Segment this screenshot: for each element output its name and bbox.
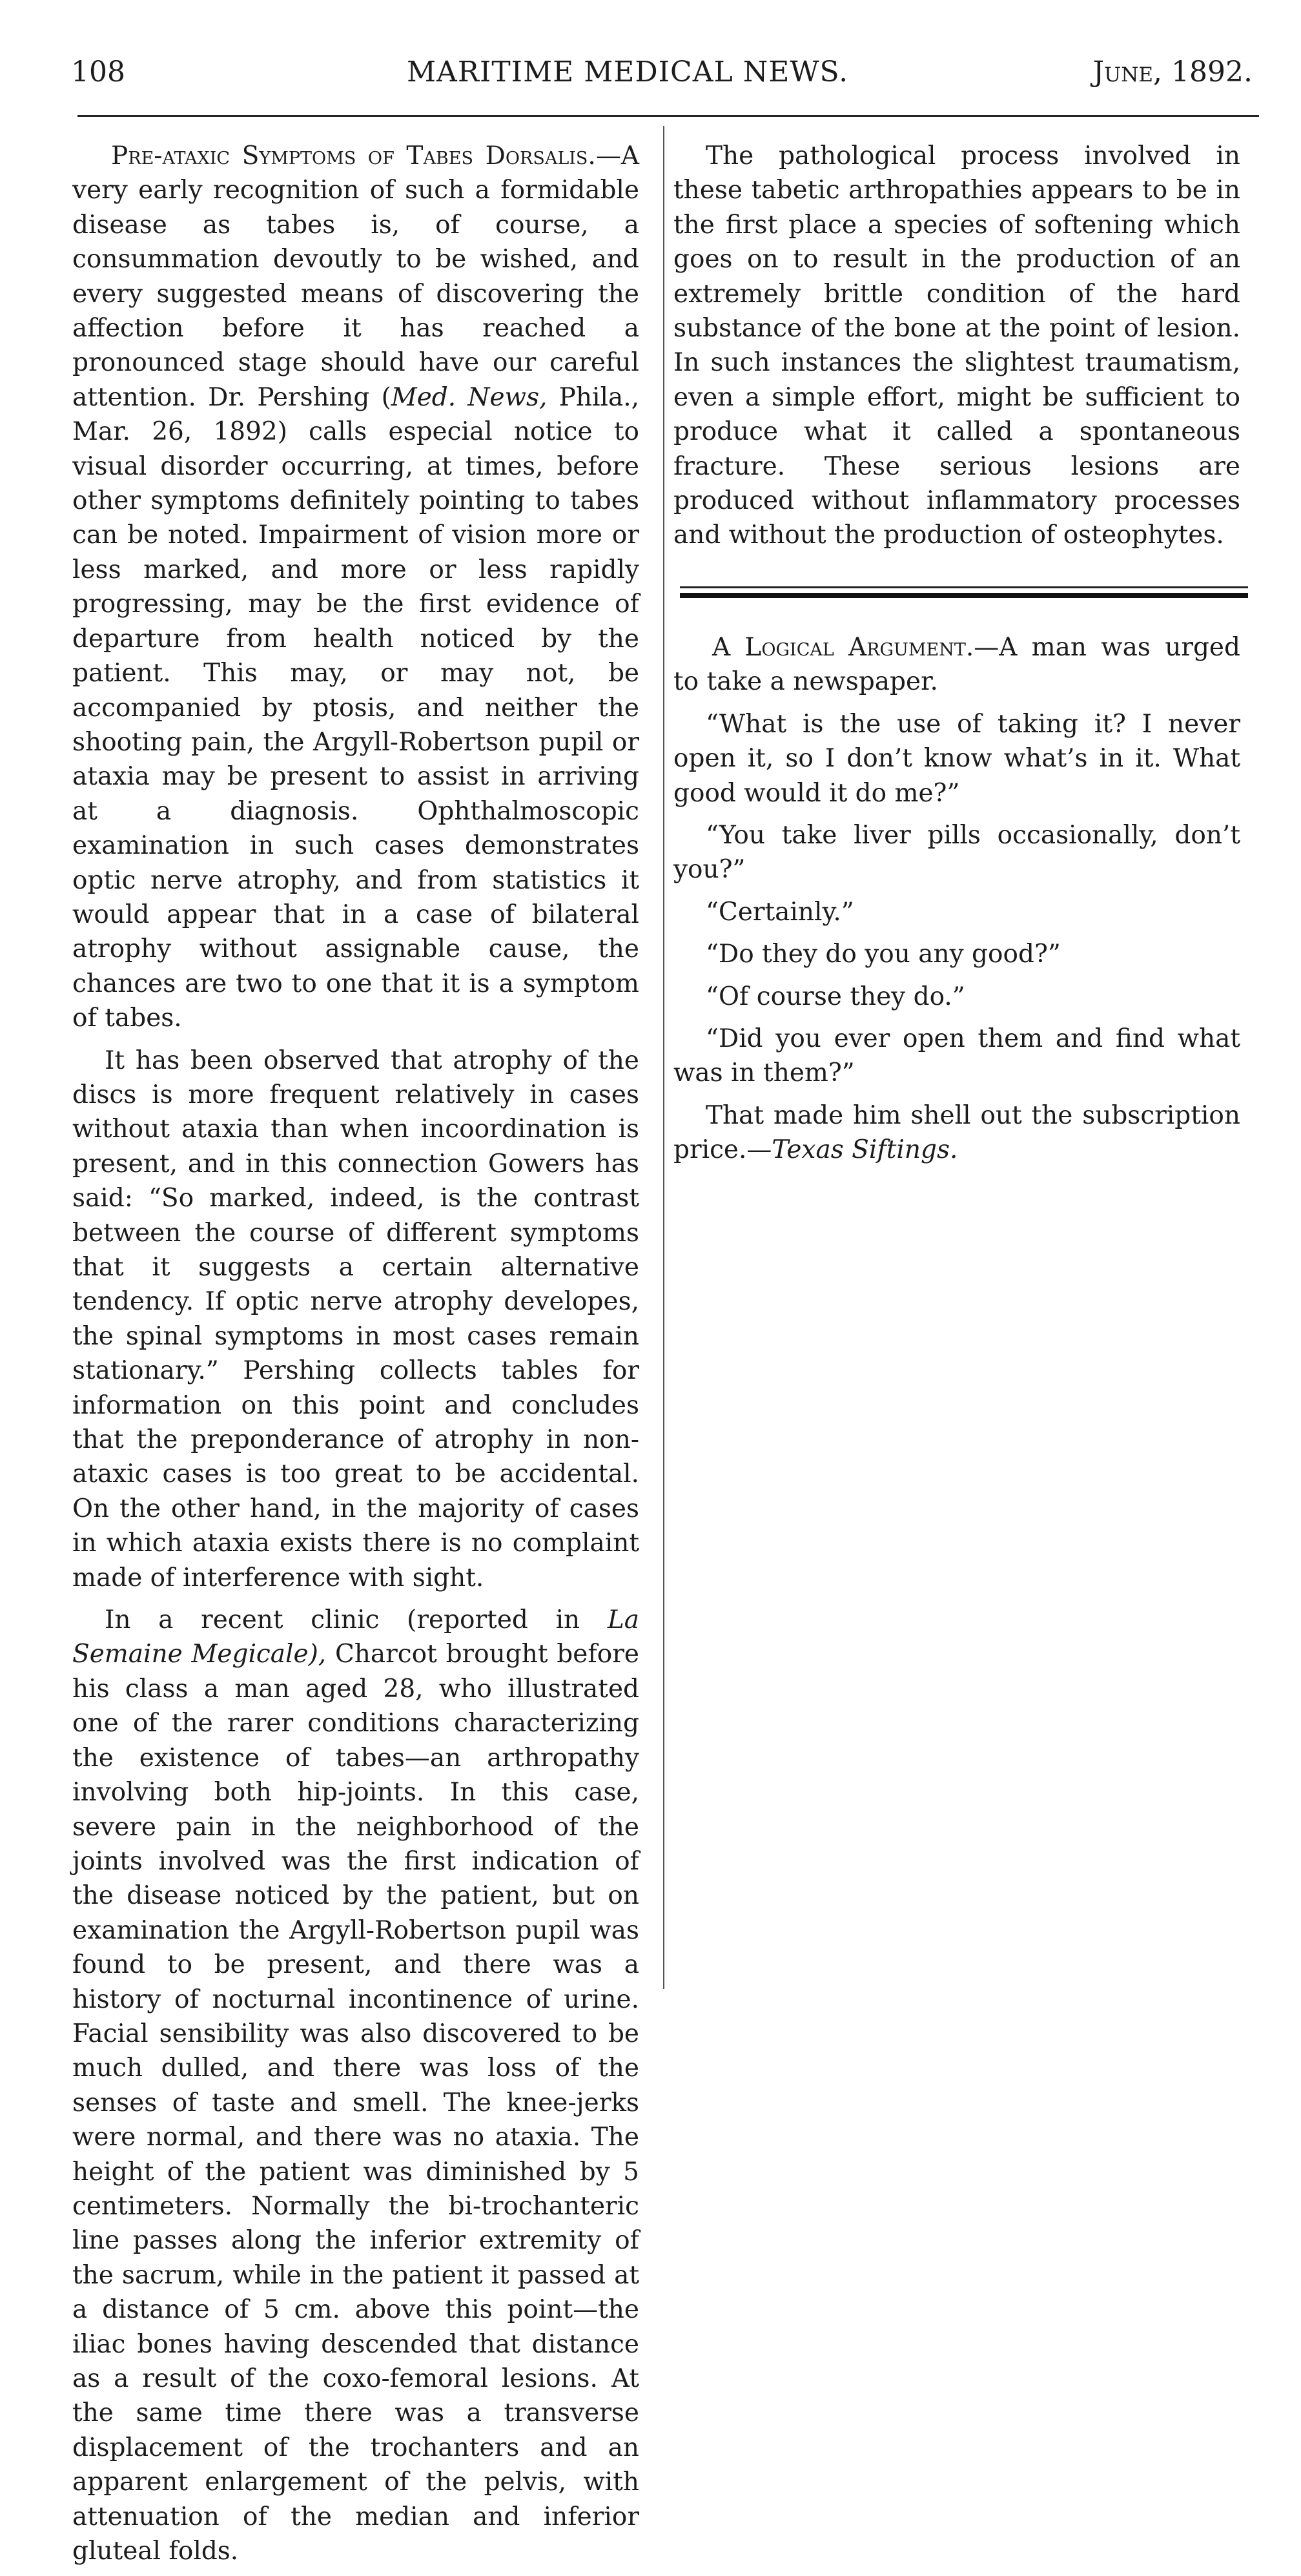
issue-date: June, 1892.: [1092, 56, 1253, 88]
paragraph-2: It has been observed that atrophy of the discs is more frequent relatively in cases without ataxia than when incoordination is present, and in this connection Gowers has said: “So marked, indeed, is the contrast between the course of different symptoms that it suggests a certain alternative tendency. If optic nerve atrophy developes, the spinal symptoms in most cases remain stationary.” Pershing collects tables for information on this point and concludes that the preponderance of atrophy in non-ataxic cases is too great to be accidental. On the other hand, in the majority of cases in which ataxia exists there is no complaint made of interference with sight.: [72, 1046, 639, 1592]
article-intro-paragraph: [72, 139, 639, 1036]
paragraph-3: [72, 1603, 639, 2568]
header-rule: [77, 115, 1259, 117]
anecdote-closing: [673, 1098, 1240, 1168]
dialogue-line: “Did you ever open them and find what was in them?”: [673, 1024, 1240, 1088]
anecdote-intro-text: —A man was urged to take a newspaper.: [673, 632, 1240, 697]
source-attribution: Texas Siftings.: [772, 1135, 958, 1165]
paragraph-4: The pathological process involved in these tabetic arthropathies appears to be in the first place a species of softening which goes on to result in the production of an extremely brittle condition of the hard substance of the bone at the point of lesion. In such instances the slightest traumatism, even a simple effort, might be sufficient to produce what it called a spontaneous fracture. These serious lesions are produced without inflammatory processes and without the production of osteophytes.: [673, 141, 1240, 550]
article-title: Pre-ataxic Symptoms of Tabes Dorsalis.: [111, 141, 596, 170]
dialogue-line: “You take liver pills occasionally, don’t you?”: [673, 820, 1240, 885]
page-number: 108: [71, 56, 125, 88]
intro-text-continued: Phila., Mar. 26, 1892) calls especial notice to visual disorder occurring, at times, before other symptoms definitely pointing to tabes can be noted. Impairment of vision more or less marked, and more or less rapidly progressing, may be the first evidence of departure from health noticed by the patient. This may, or may not, be accompanied by ptosis, and neither the shooting pain, the Argyll-Robertson pupil or ataxia may be present to assist in arriving at a diagnosis. Ophthalmoscopic examination in such cases demonstrates optic nerve atrophy, and from statistics it would appear that in a case of bilateral atrophy without assignable cause, the chances are two to one that it is a symptom of tabes.: [72, 382, 640, 1033]
journal-title: MARITIME MEDICAL NEWS.: [407, 56, 849, 88]
dialogue-line: “Do they do you any good?”: [706, 940, 1061, 969]
paragraph-3-start: In a recent clinic (reported in: [105, 1605, 608, 1635]
column-divider: [663, 126, 664, 1989]
section-separator: [680, 586, 1248, 598]
closing-text: That made him shell out the subscription price.—: [673, 1100, 1240, 1165]
citation-journal: Med. News,: [391, 382, 548, 412]
dialogue-line: “What is the use of taking it? I never open it, so I don’t know what’s in it. What good would it do me?”: [673, 709, 1240, 808]
right-column: [673, 139, 1240, 1175]
cited-journal: La Semaine Megicale),: [72, 1605, 639, 1669]
left-column: [72, 139, 639, 2576]
dialogue-line: “Certainly.”: [706, 897, 854, 927]
separator-thick-rule: [680, 593, 1248, 598]
running-head: [71, 49, 1253, 96]
dialogue-line: “Of course they do.”: [706, 982, 965, 1011]
separator-thin-rule: [680, 586, 1248, 588]
intro-text: —A very early recognition of such a formidable disease as tabes is, of course, a consummation devoutly to be wished, and every suggested means of discovering the affection before it has reached a pronounced stage should have our careful attention. Dr. Pershing (: [72, 141, 639, 412]
anecdote-title: A Logical Argument.: [712, 632, 974, 662]
anecdote-intro: [673, 630, 1240, 699]
paragraph-3-body: Charcot brought before his class a man aged 28, who illustrated one of the rarer conditions characterizing the existence of tabes—an arthropathy involving both hip-joints. In this case, severe pain in the neighborhood of the joints involved was the first indication of the disease noticed by the patient, but on examination the Argyll-Robertson pupil was found to be present, and there was a history of nocturnal incontinence of urine. Facial sensibility was also discovered to be much dulled, and there was loss of the senses of taste and smell. The knee-jerks were normal, and there was no ataxia. The height of the patient was diminished by 5 centimeters. Normally the bi-trochanteric line passes along the inferior extremity of the sacrum, while in the patient it passed at a distance of 5 cm. above this point—the iliac bones having descended that distance as a result of the coxo-femoral lesions. At the same time there was a transverse displacement of the trochanters and an apparent enlargement of the pelvis, with attenuation of the median and inferior gluteal folds.: [72, 1640, 639, 2566]
